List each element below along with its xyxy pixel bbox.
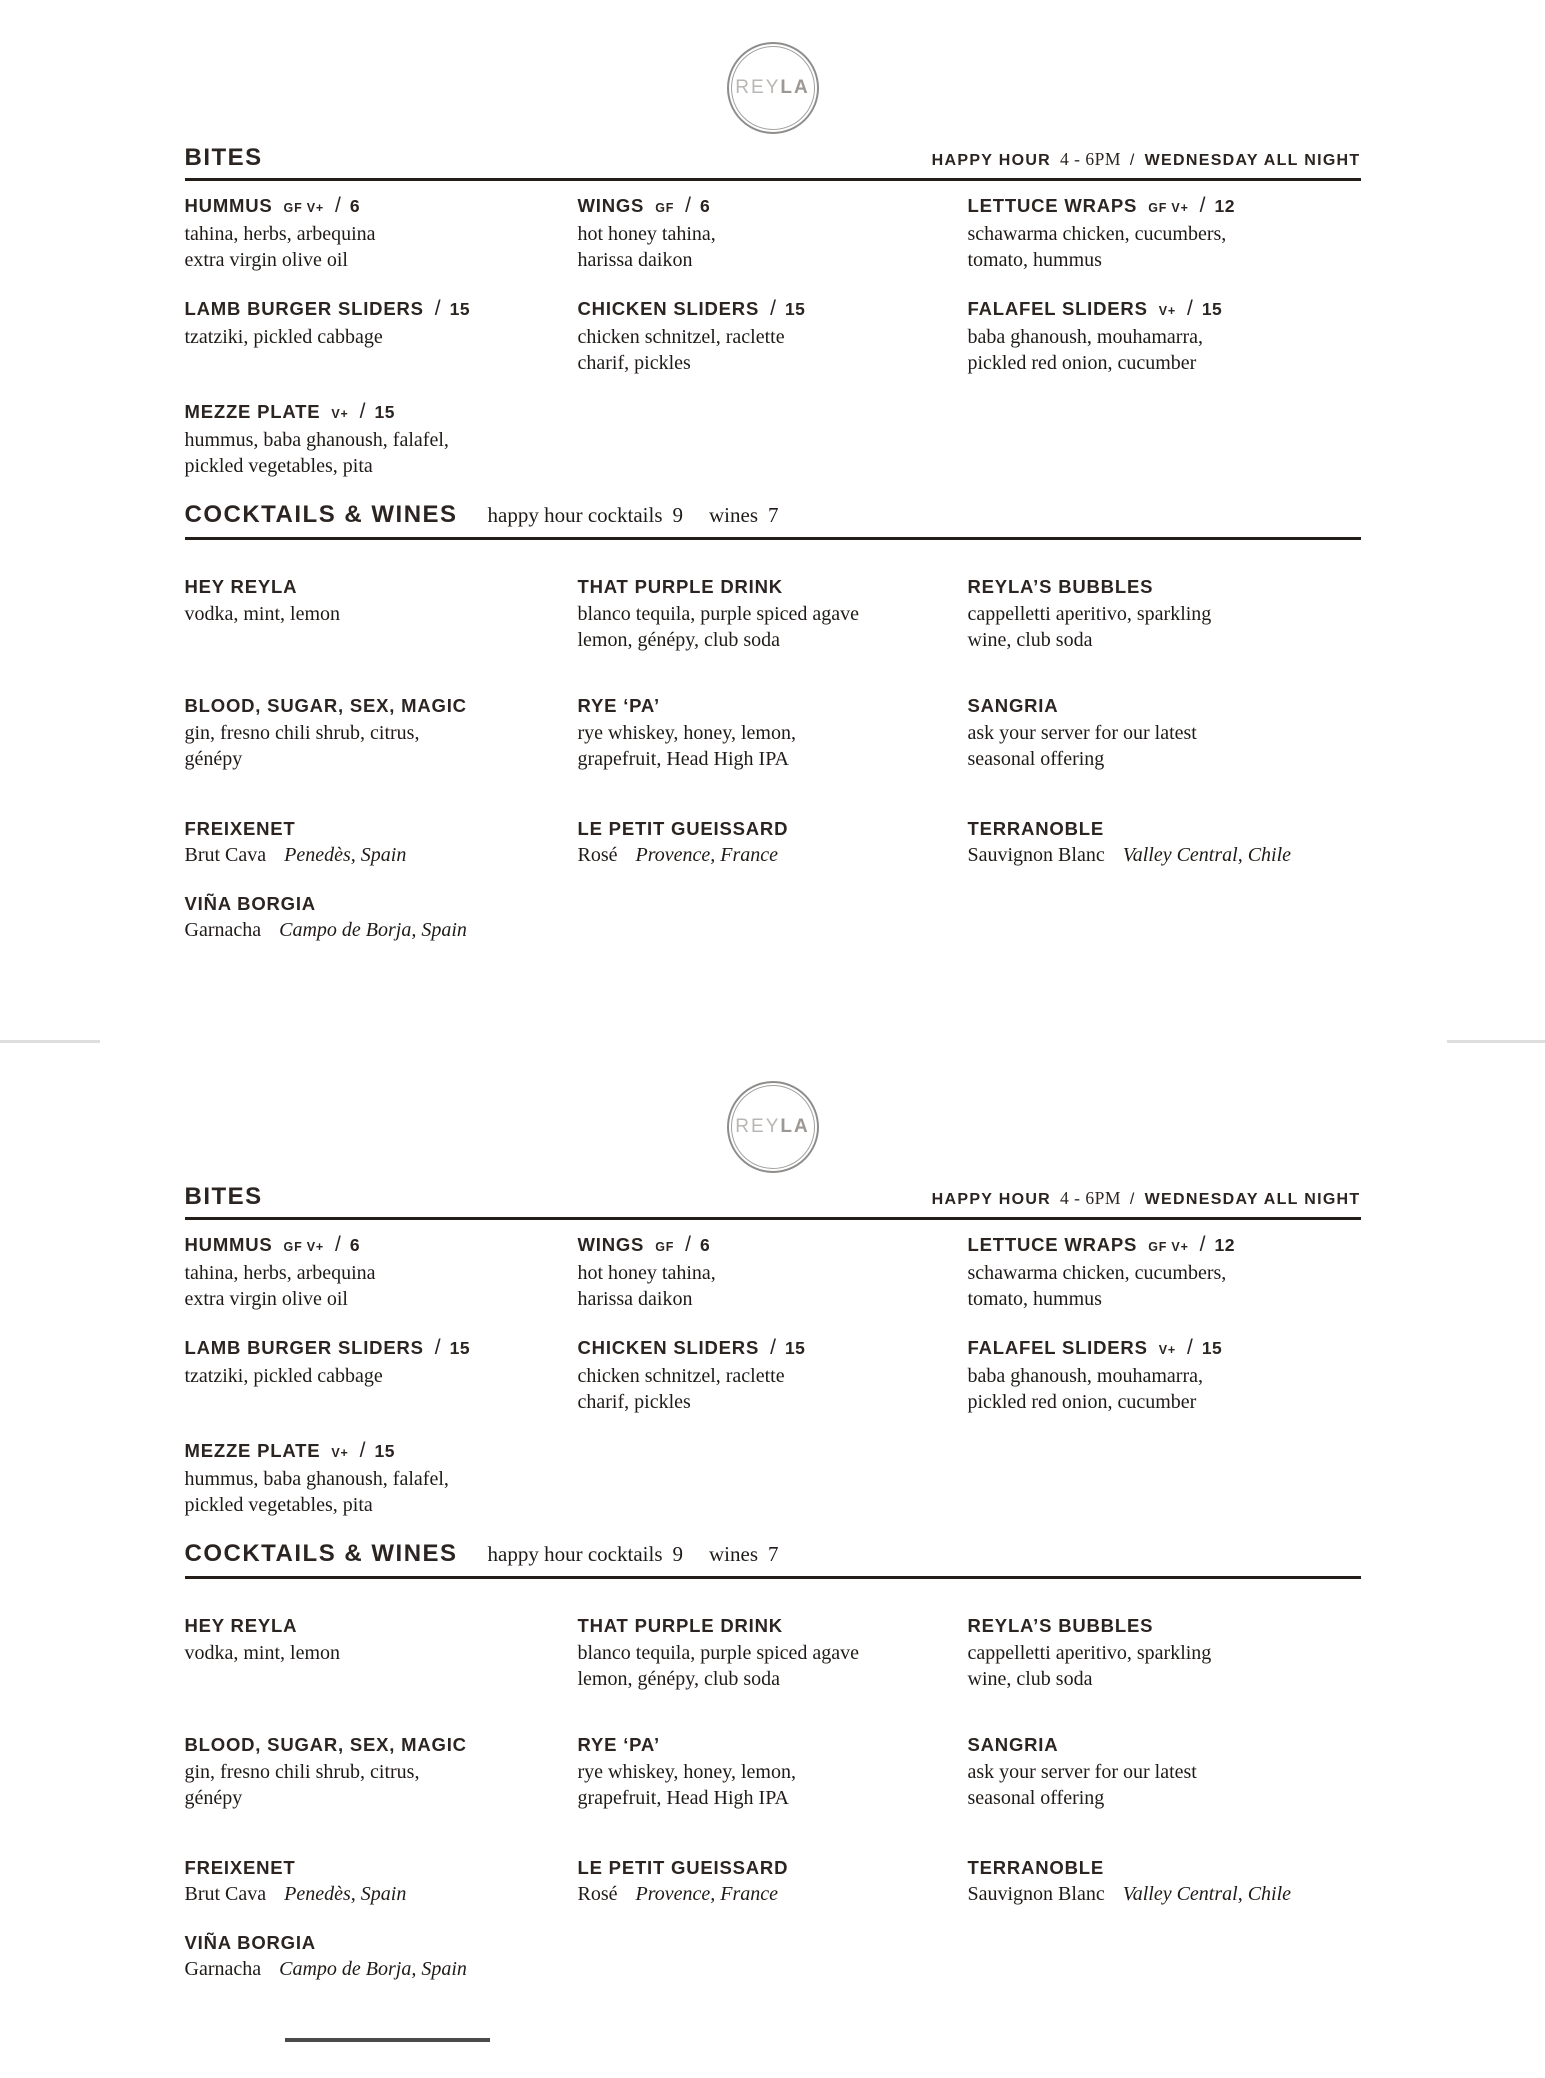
logo-text bbox=[735, 1116, 809, 1138]
desc-line: tzatziki, pickled cabbage bbox=[184, 1365, 383, 1387]
item-name: LAMB BURGER SLIDERS bbox=[184, 1337, 424, 1358]
wine-description bbox=[185, 1958, 578, 1981]
item-head bbox=[185, 1615, 578, 1637]
item-head bbox=[185, 400, 578, 424]
wine-vina-borgia bbox=[185, 1932, 578, 1981]
logo-rey: REY bbox=[735, 77, 781, 98]
item-dietary-tags: V+ bbox=[1158, 1343, 1176, 1357]
item-dietary-tags: GF bbox=[655, 1240, 675, 1254]
wine-region: Campo de Borja, Spain bbox=[279, 919, 467, 941]
item-name: REYLA’S BUBBLES bbox=[967, 1615, 1154, 1636]
happy-hour-wednesday-note: WEDNESDAY ALL NIGHT bbox=[1144, 152, 1361, 169]
desc-line: lemon, génépy, club soda bbox=[577, 1668, 781, 1690]
item-head bbox=[185, 818, 578, 840]
menu-item-lamb-burger-sliders bbox=[185, 1336, 578, 1415]
price-slash: / bbox=[1186, 1336, 1193, 1359]
cocktail-items bbox=[185, 1615, 1361, 1811]
cocktail-hey-reyla bbox=[185, 1615, 578, 1692]
logo-la: LA bbox=[780, 1116, 810, 1137]
bites-title: BITES bbox=[184, 1183, 263, 1210]
desc-line: génépy bbox=[184, 748, 243, 770]
item-description bbox=[578, 1363, 968, 1415]
price-slash: / bbox=[770, 297, 776, 320]
item-description bbox=[968, 1260, 1361, 1312]
item-head bbox=[968, 194, 1361, 218]
desc-line: rye whiskey, honey, lemon, bbox=[577, 722, 796, 744]
item-description bbox=[185, 1640, 578, 1666]
happy-hour-note bbox=[932, 149, 1361, 170]
item-head bbox=[578, 1336, 968, 1360]
item-description bbox=[185, 1363, 578, 1389]
desc-line: pickled red onion, cucumber bbox=[967, 352, 1197, 374]
item-description bbox=[185, 324, 578, 350]
item-head bbox=[185, 695, 578, 717]
wine-freixenet bbox=[185, 1857, 578, 1906]
item-price: 12 bbox=[1214, 1235, 1235, 1255]
item-description bbox=[185, 221, 578, 273]
desc-line: schawarma chicken, cucumbers, bbox=[967, 1262, 1227, 1284]
desc-line: rye whiskey, honey, lemon, bbox=[577, 1761, 796, 1783]
price-slash: / bbox=[685, 1233, 692, 1256]
cocktail-reylas-bubbles bbox=[968, 1615, 1361, 1692]
menu-item-hummus bbox=[185, 194, 578, 273]
item-name: LE PETIT GUEISSARD bbox=[577, 818, 789, 839]
price-slash: / bbox=[1199, 194, 1206, 217]
price-slash: / bbox=[1199, 1233, 1206, 1256]
item-name: FREIXENET bbox=[184, 818, 296, 839]
cocktails-wines-header bbox=[185, 1540, 1361, 1579]
item-head bbox=[578, 194, 968, 218]
item-head bbox=[968, 818, 1361, 840]
item-head bbox=[968, 695, 1361, 717]
menu-item-wings bbox=[578, 194, 968, 273]
happy-hour-label: HAPPY HOUR bbox=[931, 1191, 1052, 1208]
item-description bbox=[968, 1759, 1361, 1811]
item-price: 6 bbox=[349, 196, 361, 216]
wine-description bbox=[185, 844, 578, 867]
item-name: WINGS bbox=[577, 195, 645, 216]
item-name: BLOOD, SUGAR, SEX, MAGIC bbox=[184, 695, 467, 716]
wine-type: Garnacha bbox=[184, 1958, 262, 1980]
desc-line: génépy bbox=[184, 1787, 243, 1809]
item-description bbox=[185, 427, 578, 479]
item-price: 15 bbox=[449, 299, 471, 319]
item-head bbox=[185, 893, 578, 915]
item-price: 15 bbox=[1201, 1338, 1223, 1358]
item-name: CHICKEN SLIDERS bbox=[577, 298, 760, 319]
item-name: RYE ‘PA’ bbox=[577, 1734, 660, 1755]
desc-line: harissa daikon bbox=[577, 249, 693, 271]
item-description bbox=[968, 221, 1361, 273]
wine-terranoble bbox=[968, 1857, 1361, 1906]
wine-type: Garnacha bbox=[184, 919, 262, 941]
item-name: REYLA’S BUBBLES bbox=[967, 576, 1154, 597]
wines-price: 7 bbox=[768, 1542, 779, 1566]
bites-title: BITES bbox=[184, 144, 263, 171]
desc-line: harissa daikon bbox=[577, 1288, 693, 1310]
desc-line: wine, club soda bbox=[967, 629, 1093, 651]
item-name: CHICKEN SLIDERS bbox=[577, 1337, 760, 1358]
desc-line: tahina, herbs, arbequina bbox=[184, 1262, 376, 1284]
item-name: HEY REYLA bbox=[184, 576, 298, 597]
item-name: SANGRIA bbox=[967, 1734, 1059, 1755]
desc-line: tahina, herbs, arbequina bbox=[184, 223, 376, 245]
item-price: 12 bbox=[1214, 196, 1235, 216]
desc-line: pickled red onion, cucumber bbox=[967, 1391, 1197, 1413]
cocktail-rye-pa bbox=[578, 1734, 968, 1811]
price-slash: / bbox=[1186, 297, 1193, 320]
page-trim-mark-left bbox=[0, 1040, 100, 1043]
desc-line: gin, fresno chili shrub, citrus, bbox=[184, 1761, 420, 1783]
happy-hour-cocktails-label: happy hour cocktails bbox=[487, 1542, 663, 1566]
item-head bbox=[578, 297, 968, 321]
item-head bbox=[578, 1233, 968, 1257]
menu-page-copy bbox=[0, 1081, 1545, 2078]
desc-line: hummus, baba ghanoush, falafel, bbox=[184, 429, 449, 451]
wine-items bbox=[185, 818, 1361, 942]
desc-line: cappelletti aperitivo, sparkling bbox=[967, 1642, 1212, 1664]
menu-copy-2 bbox=[0, 1081, 1545, 2078]
wine-region: Valley Central, Chile bbox=[1122, 1883, 1292, 1905]
bottom-edge-mark bbox=[285, 2038, 490, 2042]
desc-line: pickled vegetables, pita bbox=[184, 455, 373, 477]
item-name: FALAFEL SLIDERS bbox=[967, 298, 1148, 319]
desc-line: hummus, baba ghanoush, falafel, bbox=[184, 1468, 449, 1490]
item-head bbox=[578, 1615, 968, 1637]
item-dietary-tags: GF V+ bbox=[283, 1240, 325, 1254]
menu-item-chicken-sliders bbox=[578, 1336, 968, 1415]
price-slash: / bbox=[434, 297, 441, 320]
price-slash: / bbox=[685, 194, 692, 217]
wine-region: Penedès, Spain bbox=[284, 1883, 407, 1905]
item-name: LETTUCE WRAPS bbox=[967, 195, 1138, 216]
logo-la: LA bbox=[780, 77, 810, 98]
bites-header bbox=[185, 1183, 1361, 1220]
item-name: MEZZE PLATE bbox=[184, 1440, 321, 1461]
desc-line: baba ghanoush, mouhamarra, bbox=[967, 1365, 1203, 1387]
item-head bbox=[968, 576, 1361, 598]
reyla-logo bbox=[727, 1081, 819, 1173]
wines-label: wines bbox=[709, 1542, 758, 1566]
item-description bbox=[578, 601, 968, 653]
desc-line: baba ghanoush, mouhamarra, bbox=[967, 326, 1203, 348]
item-name: TERRANOBLE bbox=[967, 1857, 1104, 1878]
item-price: 6 bbox=[349, 1235, 361, 1255]
desc-line: extra virgin olive oil bbox=[184, 249, 348, 271]
desc-line: charif, pickles bbox=[577, 1391, 691, 1413]
happy-hour-cocktails-label: happy hour cocktails bbox=[487, 503, 663, 527]
desc-line: ask your server for our latest bbox=[967, 1761, 1197, 1783]
item-head bbox=[185, 297, 578, 321]
item-name: VIÑA BORGIA bbox=[184, 1932, 316, 1953]
item-head bbox=[185, 1439, 578, 1463]
wine-description bbox=[578, 1883, 968, 1906]
wine-region: Campo de Borja, Spain bbox=[279, 1958, 467, 1980]
item-description bbox=[578, 1759, 968, 1811]
desc-line: cappelletti aperitivo, sparkling bbox=[967, 603, 1212, 625]
wine-type: Brut Cava bbox=[184, 844, 267, 866]
item-head bbox=[578, 576, 968, 598]
item-dietary-tags: GF V+ bbox=[1148, 201, 1189, 215]
item-head bbox=[578, 1857, 968, 1879]
cocktail-that-purple-drink bbox=[578, 576, 968, 653]
desc-line: vodka, mint, lemon bbox=[184, 1642, 341, 1664]
item-head bbox=[968, 1336, 1361, 1360]
wine-description bbox=[185, 1883, 578, 1906]
item-name: LE PETIT GUEISSARD bbox=[577, 1857, 789, 1878]
menu-item-chicken-sliders bbox=[578, 297, 968, 376]
happy-hour-cocktails-price: 9 bbox=[672, 1542, 683, 1566]
cocktail-reylas-bubbles bbox=[968, 576, 1361, 653]
item-description bbox=[185, 1466, 578, 1518]
desc-line: vodka, mint, lemon bbox=[184, 603, 341, 625]
item-price: 15 bbox=[374, 402, 395, 422]
item-name: HEY REYLA bbox=[184, 1615, 298, 1636]
wine-type: Brut Cava bbox=[184, 1883, 267, 1905]
desc-line: grapefruit, Head High IPA bbox=[577, 1787, 789, 1809]
item-description bbox=[578, 324, 968, 376]
item-price: 6 bbox=[700, 196, 711, 216]
price-slash: / bbox=[359, 400, 366, 423]
item-name: FALAFEL SLIDERS bbox=[967, 1337, 1148, 1358]
cocktail-items bbox=[185, 576, 1361, 772]
happy-hour-note bbox=[932, 1188, 1361, 1209]
item-description bbox=[578, 221, 968, 273]
page-trim-mark-right bbox=[1447, 1040, 1545, 1043]
item-dietary-tags: V+ bbox=[331, 407, 349, 421]
menu-item-lamb-burger-sliders bbox=[185, 297, 578, 376]
price-slash: / bbox=[359, 1439, 366, 1462]
item-name: TERRANOBLE bbox=[967, 818, 1104, 839]
item-description bbox=[185, 1260, 578, 1312]
desc-line: ask your server for our latest bbox=[967, 722, 1197, 744]
desc-line: tomato, hummus bbox=[967, 249, 1102, 271]
price-slash: / bbox=[335, 1233, 341, 1256]
happy-hour-label: HAPPY HOUR bbox=[931, 152, 1052, 169]
wine-region: Provence, France bbox=[635, 1883, 779, 1905]
happy-hour-separator: / bbox=[1129, 1191, 1136, 1208]
item-description bbox=[968, 324, 1361, 376]
item-head bbox=[578, 695, 968, 717]
item-name: VIÑA BORGIA bbox=[184, 893, 316, 914]
happy-hour-time: 4 - 6PM bbox=[1060, 1188, 1121, 1208]
cocktail-sangria bbox=[968, 695, 1361, 772]
happy-hour-time: 4 - 6PM bbox=[1060, 149, 1121, 169]
desc-line: tomato, hummus bbox=[967, 1288, 1102, 1310]
desc-line: hot honey tahina, bbox=[577, 1262, 716, 1284]
wine-type: Rosé bbox=[577, 844, 618, 866]
bites-items bbox=[185, 194, 1361, 479]
wine-terranoble bbox=[968, 818, 1361, 867]
cocktails-wines-title: COCKTAILS & WINES bbox=[184, 501, 458, 528]
item-price: 15 bbox=[784, 1338, 806, 1358]
item-name: THAT PURPLE DRINK bbox=[577, 576, 783, 597]
item-head bbox=[185, 194, 578, 218]
desc-line: extra virgin olive oil bbox=[184, 1288, 348, 1310]
desc-line: seasonal offering bbox=[967, 1787, 1105, 1809]
wine-le-petit-gueissard bbox=[578, 818, 968, 867]
desc-line: seasonal offering bbox=[967, 748, 1105, 770]
wine-region: Provence, France bbox=[635, 844, 779, 866]
item-name: LETTUCE WRAPS bbox=[967, 1234, 1138, 1255]
item-description bbox=[578, 1260, 968, 1312]
desc-line: grapefruit, Head High IPA bbox=[577, 748, 789, 770]
desc-line: pickled vegetables, pita bbox=[184, 1494, 373, 1516]
item-head bbox=[185, 1233, 578, 1257]
logo-text bbox=[735, 77, 809, 99]
item-name: SANGRIA bbox=[967, 695, 1059, 716]
cocktail-hey-reyla bbox=[185, 576, 578, 653]
item-head bbox=[185, 1336, 578, 1360]
item-name: HUMMUS bbox=[184, 195, 273, 216]
item-name: WINGS bbox=[577, 1234, 645, 1255]
wine-region: Penedès, Spain bbox=[284, 844, 407, 866]
desc-line: chicken schnitzel, raclette bbox=[577, 1365, 785, 1387]
item-head bbox=[578, 818, 968, 840]
happy-hour-wednesday-note: WEDNESDAY ALL NIGHT bbox=[1144, 1191, 1361, 1208]
item-price: 15 bbox=[784, 299, 806, 319]
cocktail-sangria bbox=[968, 1734, 1361, 1811]
item-head bbox=[578, 1734, 968, 1756]
menu-copy-1 bbox=[0, 42, 1545, 1039]
wine-description bbox=[968, 844, 1361, 867]
price-slash: / bbox=[770, 1336, 776, 1359]
item-price: 15 bbox=[1201, 299, 1223, 319]
desc-line: blanco tequila, purple spiced agave bbox=[577, 603, 860, 625]
menu-item-mezze-plate bbox=[185, 1439, 578, 1518]
menu-item-lettuce-wraps bbox=[968, 194, 1361, 273]
item-name: RYE ‘PA’ bbox=[577, 695, 660, 716]
menu-page-copy bbox=[0, 42, 1545, 1039]
menu-item-falafel-sliders bbox=[968, 1336, 1361, 1415]
price-slash: / bbox=[335, 194, 341, 217]
wine-vina-borgia bbox=[185, 893, 578, 942]
item-head bbox=[185, 576, 578, 598]
item-description bbox=[968, 601, 1361, 653]
item-description bbox=[968, 720, 1361, 772]
item-name: FREIXENET bbox=[184, 1857, 296, 1878]
item-description bbox=[185, 1759, 578, 1811]
item-dietary-tags: GF bbox=[655, 201, 675, 215]
item-price: 15 bbox=[374, 1441, 395, 1461]
item-head bbox=[968, 1734, 1361, 1756]
wine-type: Sauvignon Blanc bbox=[967, 1883, 1105, 1905]
item-head bbox=[185, 1734, 578, 1756]
item-description bbox=[185, 720, 578, 772]
menu-item-mezze-plate bbox=[185, 400, 578, 479]
cocktails-wines-subtitle bbox=[488, 503, 779, 528]
wine-description bbox=[968, 1883, 1361, 1906]
price-slash: / bbox=[434, 1336, 441, 1359]
bites-header bbox=[185, 144, 1361, 181]
item-head bbox=[185, 1932, 578, 1954]
wine-region: Valley Central, Chile bbox=[1122, 844, 1292, 866]
cocktail-that-purple-drink bbox=[578, 1615, 968, 1692]
happy-hour-separator: / bbox=[1129, 152, 1136, 169]
item-name: LAMB BURGER SLIDERS bbox=[184, 298, 424, 319]
item-head bbox=[185, 1857, 578, 1879]
item-name: HUMMUS bbox=[184, 1234, 273, 1255]
item-dietary-tags: GF V+ bbox=[283, 201, 325, 215]
bites-items bbox=[185, 1233, 1361, 1518]
logo-rey: REY bbox=[735, 1116, 781, 1137]
item-head bbox=[968, 1233, 1361, 1257]
desc-line: chicken schnitzel, raclette bbox=[577, 326, 785, 348]
wines-label: wines bbox=[709, 503, 758, 527]
item-name: BLOOD, SUGAR, SEX, MAGIC bbox=[184, 1734, 467, 1755]
desc-line: tzatziki, pickled cabbage bbox=[184, 326, 383, 348]
wine-le-petit-gueissard bbox=[578, 1857, 968, 1906]
wines-price: 7 bbox=[768, 503, 779, 527]
item-head bbox=[968, 1857, 1361, 1879]
desc-line: blanco tequila, purple spiced agave bbox=[577, 1642, 860, 1664]
cocktails-wines-subtitle bbox=[488, 1542, 779, 1567]
item-price: 6 bbox=[700, 1235, 711, 1255]
menu-item-hummus bbox=[185, 1233, 578, 1312]
item-dietary-tags: GF V+ bbox=[1148, 1240, 1189, 1254]
cocktail-rye-pa bbox=[578, 695, 968, 772]
item-description bbox=[968, 1640, 1361, 1692]
item-name: THAT PURPLE DRINK bbox=[577, 1615, 783, 1636]
cocktail-blood-sugar-sex-magic bbox=[185, 1734, 578, 1811]
wine-type: Sauvignon Blanc bbox=[967, 844, 1105, 866]
item-description bbox=[578, 1640, 968, 1692]
item-dietary-tags: V+ bbox=[331, 1446, 349, 1460]
desc-line: schawarma chicken, cucumbers, bbox=[967, 223, 1227, 245]
item-description bbox=[578, 720, 968, 772]
item-name: MEZZE PLATE bbox=[184, 401, 321, 422]
desc-line: hot honey tahina, bbox=[577, 223, 716, 245]
reyla-logo bbox=[727, 42, 819, 134]
item-description bbox=[185, 601, 578, 627]
item-description bbox=[968, 1363, 1361, 1415]
item-head bbox=[968, 1615, 1361, 1637]
wine-freixenet bbox=[185, 818, 578, 867]
desc-line: wine, club soda bbox=[967, 1668, 1093, 1690]
menu-item-wings bbox=[578, 1233, 968, 1312]
menu-item-falafel-sliders bbox=[968, 297, 1361, 376]
item-dietary-tags: V+ bbox=[1158, 304, 1176, 318]
cocktail-blood-sugar-sex-magic bbox=[185, 695, 578, 772]
wine-type: Rosé bbox=[577, 1883, 618, 1905]
desc-line: charif, pickles bbox=[577, 352, 691, 374]
cocktails-wines-header bbox=[185, 501, 1361, 540]
menu-item-lettuce-wraps bbox=[968, 1233, 1361, 1312]
item-price: 15 bbox=[449, 1338, 471, 1358]
desc-line: lemon, génépy, club soda bbox=[577, 629, 781, 651]
item-head bbox=[968, 297, 1361, 321]
wine-items bbox=[185, 1857, 1361, 1981]
happy-hour-cocktails-price: 9 bbox=[672, 503, 683, 527]
wine-description bbox=[578, 844, 968, 867]
cocktails-wines-title: COCKTAILS & WINES bbox=[184, 1540, 458, 1567]
desc-line: gin, fresno chili shrub, citrus, bbox=[184, 722, 420, 744]
wine-description bbox=[185, 919, 578, 942]
